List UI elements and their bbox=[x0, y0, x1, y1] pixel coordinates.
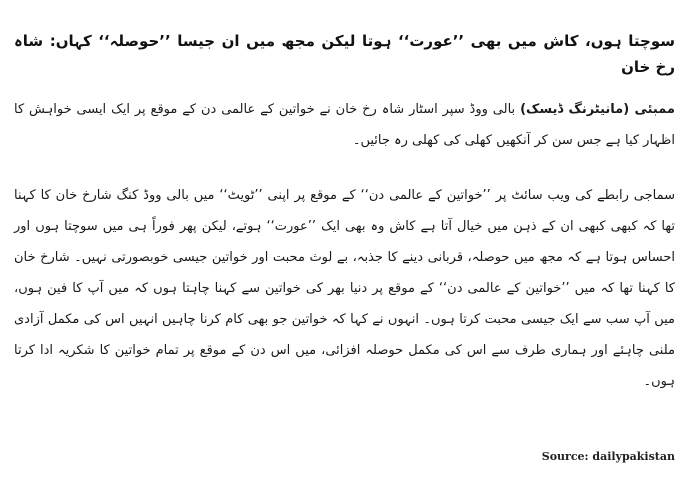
article-paragraph-intro bbox=[14, 94, 675, 156]
article bbox=[14, 28, 675, 421]
dateline: ممبئی (مانیٹرنگ ڈیسک) bbox=[520, 102, 675, 117]
article-paragraph-body bbox=[14, 180, 675, 397]
paragraph-text: سماجی رابطے کی ویب سائٹ پر ’’خواتین کے عالمی دن‘‘ کے موقع پر اپنی ’’ٹویٹ‘‘ میں بالی ووڈ کنگ شارخ خان کا کہنا تھا کہ کبھی کبھی ان کے ذہن میں خیال آتا ہے کاش وہ بھی ایک ’’عورت‘‘ ہوتے، لیکن پھر فوراً ہی میں سوچتا ہوں اور احساس ہوتا ہے کہ مجھ میں حوصلہ، قربانی دینے کا جذبہ، بے لوث محبت اور خواتین جیسی خوبصورتی نہیں۔ شارخ خان کا کہنا تھا کہ میں ’’خواتین کے عالمی دن‘‘ کے موقع پر دنیا بھر کی خواتین سے کہنا چاہتا ہوں کہ میں آپ کا فین ہوں، میں آپ سب سے ایک جیسی محبت کرتا ہوں۔ انہوں نے کہا کہ خواتین جو بھی کام کرنا چاہیں انہیں اس کی مکمل آزادی ملنی چاہئے اور ہماری طرف سے اس کی مکمل حوصلہ افزائی، میں اس دن کے موقع پر تمام خواتین کا شکریہ ادا کرتا ہوں۔ bbox=[14, 188, 675, 389]
source-credit: Source: dailypakistan bbox=[541, 450, 675, 463]
article-headline: سوچتا ہوں، کاش میں بھی ’’عورت‘‘ ہوتا لیکن مجھ میں ان جیسا ’’حوصلہ‘‘ کہاں: شاہ رخ خان bbox=[14, 32, 675, 76]
paragraph-text: بالی ووڈ سپر اسٹار شاہ رخ خان نے خواتین کے عالمی دن کے موقع پر ایک ایسی خواہش کا اظہار کیا ہے جس سن کر آنکھیں کھلی کی کھلی رہ جائیں۔ bbox=[14, 102, 675, 148]
